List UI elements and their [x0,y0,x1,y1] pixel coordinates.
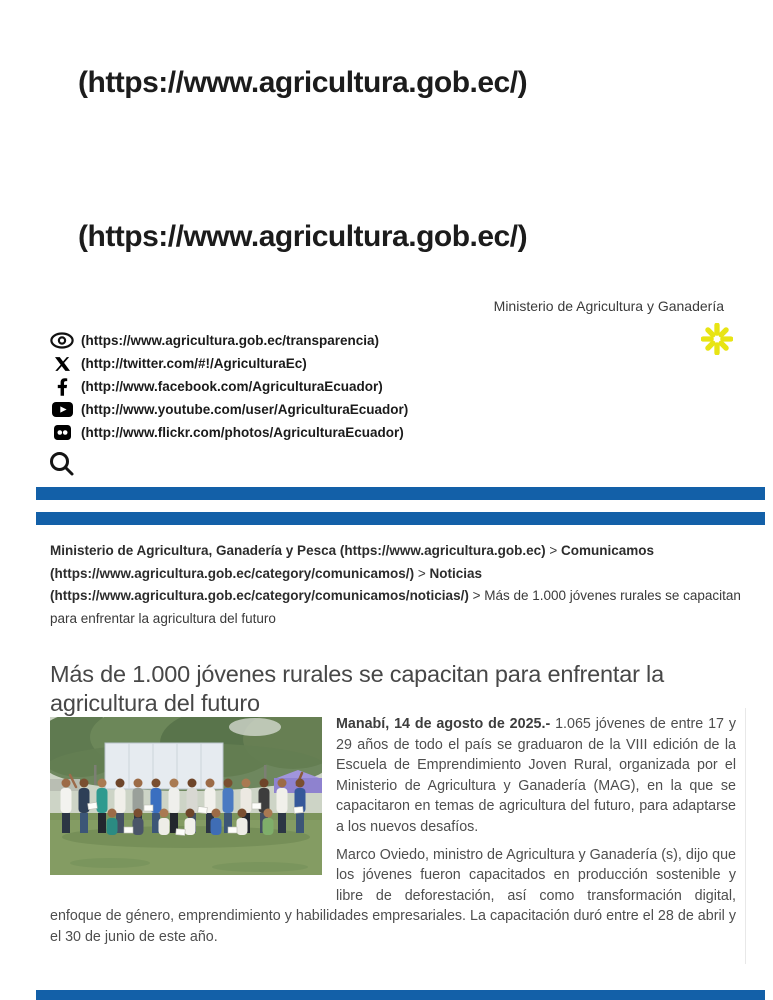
breadcrumb-comunicamos-link[interactable]: Comunicamos (https://www.agricultura.gob.ec/category/comunicamos/) [50,543,655,581]
article-title: Más de 1.000 jóvenes rurales se capacitan para enfrentar la agricultura del futuro [50,660,664,716]
breadcrumb-separator: > [549,543,558,558]
article-paragraph-2: Marco Oviedo, ministro de Agricultura y Ganadería (s), dijo que los jóvenes fueron capacitados en producción sostenible y libre de deforestación, así como transformación digital, enfoque de género, emprendimiento y habilidades empresariales. La capacitación duró entre el 28 de abril y el 30 de junio de este año. [50,846,736,945]
asterisk-spinner-icon [701,323,733,355]
breadcrumb-separator: > [472,588,481,603]
site-url-link-logo[interactable]: (https://www.agricultura.gob.ec/) [78,220,528,253]
ministry-name: Ministerio de Agricultura y Ganadería [493,298,724,314]
article-dateline: Manabí, 14 de agosto de 2025.- [336,716,551,732]
transparency-link-label: (https://www.agricultura.gob.ec/transparencia) [81,333,380,348]
site-url-link-top[interactable]: (https://www.agricultura.gob.ec/) [78,66,528,99]
search-button[interactable] [48,450,78,480]
youtube-link[interactable] [50,400,408,419]
facebook-link[interactable] [50,377,408,396]
blue-separator-bar-bottom [36,990,765,1000]
breadcrumb-home-link[interactable]: Ministerio de Agricultura, Ganadería y Pesca (https://www.agricultura.gob.ec) [50,543,546,558]
article-paragraph-1-text: 1.065 jóvenes de entre 17 y 29 años de todo el país se graduaron de la VIII edición de la Escuela de Emprendimiento Joven Rural, organizada por el Ministerio de Agricultura y Ganadería (MAG), en la que se capacitaron en temas de agricultura del futuro, para adaptarse a los nuevos desafíos. [336,716,736,835]
breadcrumb-noticias-link[interactable]: Noticias (https://www.agricultura.gob.ec/category/comunicamos/noticias/) [50,565,483,603]
blue-separator-bar-top [36,487,765,500]
twitter-link-label: (http://twitter.com/#!/AgriculturaEc) [81,356,307,371]
flickr-link[interactable] [50,423,408,442]
breadcrumb-current-page: Más de 1.000 jóvenes rurales se capacitan para enfrentar la agricultura del futuro [50,588,741,626]
facebook-icon [50,378,74,396]
social-links [50,331,408,442]
article-body [50,714,736,955]
transparency-link[interactable] [50,331,408,350]
article-photo [50,717,322,875]
x-twitter-icon [50,357,74,371]
youtube-link-label: (http://www.youtube.com/user/AgriculturaEcuador) [81,402,409,417]
content-column-border [745,708,746,964]
youtube-icon [50,402,74,417]
breadcrumb-separator: > [417,565,426,581]
eye-icon [50,332,74,349]
search-icon [48,450,76,478]
breadcrumb [50,540,742,630]
facebook-link-label: (http://www.facebook.com/AgriculturaEcuador) [81,379,383,394]
flickr-icon [50,425,74,440]
flickr-link-label: (http://www.flickr.com/photos/AgriculturaEcuador) [81,425,404,440]
blue-separator-bar-middle [36,512,765,525]
twitter-link[interactable] [50,354,408,373]
